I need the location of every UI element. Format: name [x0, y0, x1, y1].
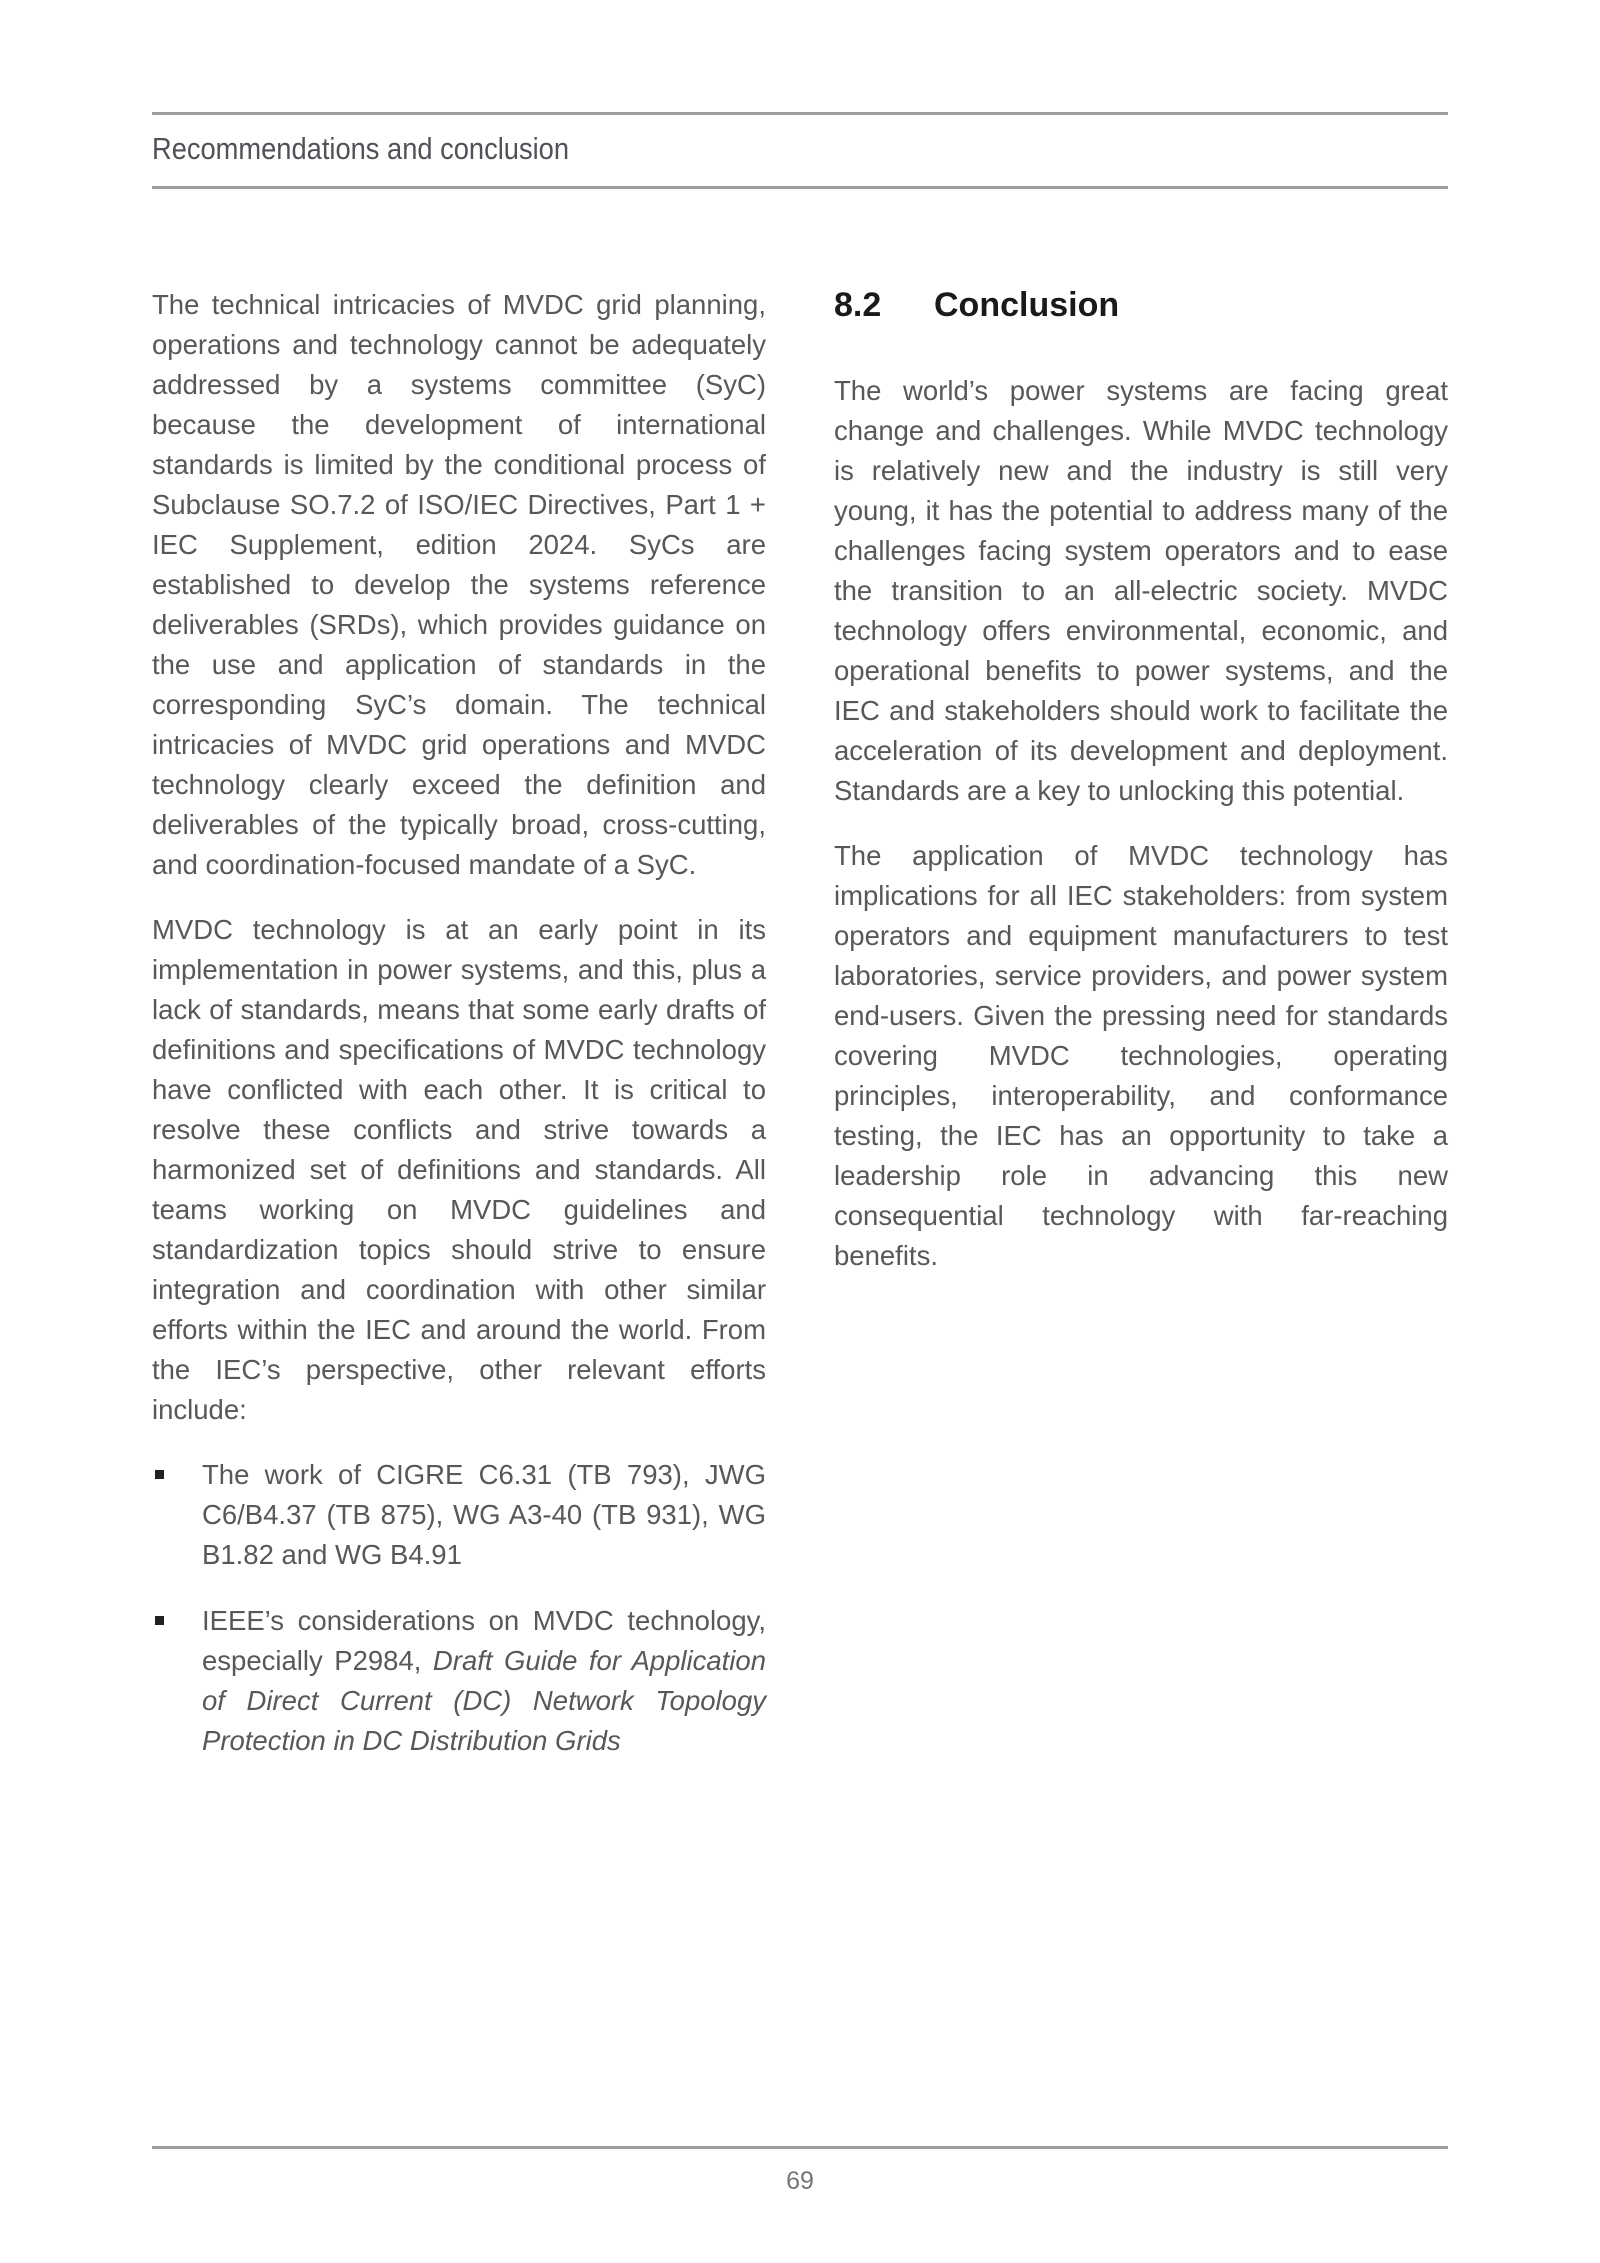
paragraph: The world’s power systems are facing great change and challenges. While MVDC technology is relatively new and the industry is still very young, it has the potential to address many of the challenges facing system operators and to ease the transition to an all-electric society. MVDC technology offers environmental, economic, and operational benefits to power systems, and the IEC and stakeholders should work to facilitate the acceleration of its development and deployment. Standards are a key to unlocking this potential. [834, 375, 1448, 806]
footer-rule [152, 2146, 1448, 2149]
page-footer [152, 2146, 1448, 2195]
section-heading [834, 285, 1448, 325]
left-column [152, 285, 766, 1787]
section-number: 8.2 [834, 286, 882, 324]
bullet-square-icon [155, 1616, 164, 1625]
content-columns [152, 189, 1448, 1787]
list-item-text: The work of CIGRE C6.31 (TB 793), JWG C6/B4.37 (TB 875), WG A3-40 (TB 931), WG B1.82 and WG B4.91 [202, 1459, 766, 1570]
paragraph: The application of MVDC technology has implications for all IEC stakeholders: from system operators and equipment manufacturers to test laboratories, service providers, and power system end-users. Given the pressing need for standards covering MVDC technologies, operating principles, interoperability, and conformance testing, the IEC has an opportunity to take a leadership role in advancing this new consequential technology with far-reaching benefits. [834, 840, 1448, 1271]
bullet-list [152, 1455, 766, 1761]
list-item [152, 1601, 766, 1761]
running-head-title: Recommendations and conclusion [152, 131, 570, 166]
section-title: Conclusion [934, 286, 1120, 324]
paragraph: The technical intricacies of MVDC grid planning, operations and technology cannot be adequately addressed by a systems committee (SyC) because the development of international standards is limited by the conditional process of Subclause SO.7.2 of ISO/IEC Directives, Part 1 + IEC Supplement, edition 2024. SyCs are established to develop the systems reference deliverables (SRDs), which provides guidance on the use and application of standards in the corresponding SyC’s domain. The technical intricacies of MVDC grid operations and MVDC technology clearly exceed the definition and deliverables of the typically broad, cross-cutting, and coordination-focused mandate of a SyC. [152, 289, 766, 880]
list-item [152, 1455, 766, 1575]
paragraph: MVDC technology is at an early point in its implementation in power systems, and this, plus a lack of standards, means that some early drafts of definitions and specifications of MVDC technology have conflicted with each other. It is critical to resolve these conflicts and strive towards a harmonized set of definitions and standards. All teams working on MVDC guidelines and standardization topics should strive to ensure integration and coordination with other similar efforts within the IEC and around the world. From the IEC’s perspective, other relevant efforts include: [152, 914, 766, 1425]
right-column [834, 285, 1448, 1787]
list-item-text: IEEE’s considerations on MVDC technology, especially P2984, [202, 1605, 766, 1676]
running-head [152, 115, 1448, 186]
bullet-square-icon [155, 1470, 164, 1479]
list-item-italic-title: Draft Guide for Application of Direct Current (DC) Network Topology Protection in DC Distribution Grids [202, 1645, 766, 1756]
page-number: 69 [786, 2167, 814, 2195]
page-header [152, 0, 1448, 189]
